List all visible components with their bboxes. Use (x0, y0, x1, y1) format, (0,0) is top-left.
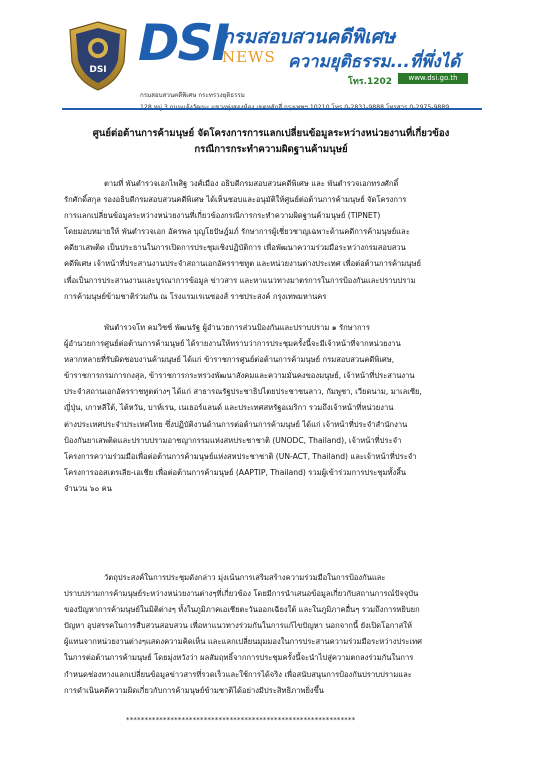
text-line: คดีพิเศษ เจ้าหน้าที่ประสานงานประจำสถานเอกอัครราชทูต และหน่วยงานต่างประเทศ เพื่อต่อต้านการค้ามนุษย์ (64, 259, 421, 269)
text-line: ข้าราชการกรมการกงสุล, ข้าราชการกระทรวงพัฒนาสังคมและความมั่นคงของมนุษย์, เจ้าหน้าที่ประสานงาน (64, 371, 415, 381)
end-marker: ************************************************************** (126, 716, 356, 724)
text-line: ต่างประเทศประจำประเทศไทย ซึ่งปฏิบัติงานด้านการต่อต้านการค้ามนุษย์ ได้แก่ เจ้าหน้าที่ประจำสำนักงาน (64, 419, 408, 429)
text-line: โครงการความร่วมมือเพื่อต่อต้านการค้ามนุษย์แห่งสหประชาชาติ (UN-ACT, Thailand) และเจ้าหน้าที่ประจำ (64, 451, 417, 461)
text-line: ของปัญหาการค้ามนุษย์ในมิติต่างๆ ทั้งในภูมิภาคเอเชียตะวันออกเฉียงใต้ และในภูมิภาคอื่นๆ รวมถึงการหยิบยก (64, 605, 420, 615)
text-line: การแลกเปลี่ยนข้อมูลระหว่างหน่วยงานที่เกี่ยวข้องกรณีการกระทำความผิดฐานค้ามนุษย์ (TIPNET) (64, 211, 381, 221)
svg-text:DSI: DSI (89, 65, 107, 75)
text-line: การค้ามนุษย์ข้ามชาติร่วมกัน ณ โรงแรมเรเนซองส์ ราชประสงค์ กรุงเทพมหานคร (64, 291, 327, 301)
text-line: ในการต่อต้านการค้ามนุษย์ โดยมุ่งหวังว่า ผลสัมฤทธิ์จากการประชุมครั้งนี้จะนำไปสู่ความตกลงร่วมกันในการ (64, 653, 414, 663)
dsi-seal-icon (66, 20, 130, 92)
text-line: โดยมอบหมายให้ พันตำรวจเอก อัครพล บุญโยปัษฎ์มภ์ รักษาการผู้เชี่ยวชาญเฉพาะด้านคดีการค้ามนุษย์และ (64, 227, 410, 237)
headline-line-2: กรณีการกระทำความผิดฐานค้ามนุษย์ (194, 144, 348, 155)
text-line: ป้องกันยาเสพติดและปราบปรามอาชญากรรมแห่งสหประชาชาติ (UNODC, Thailand), เจ้าหน้าที่ประจำ (64, 435, 402, 445)
text-line: ญี่ปุ่น, เกาหลีใต้, ไต้หวัน, บาห์เรน, เนเธอร์แลนด์ และประเทศสหรัฐอเมริกา รวมถึงเจ้าหน้าที่หน่วยงาน (64, 403, 394, 413)
paragraph-2 (64, 320, 484, 497)
paragraph-3 (64, 570, 484, 699)
address-line-1: กรมสอบสวนคดีพิเศษ กระทรวงยุติธรรม (140, 92, 245, 99)
text-line: เพื่อเป็นการประสานงานและบูรณาการข้อมูล ข่าวสาร และหาแนวทางมาตรการในการป้องกันและปราบปราม (64, 275, 416, 285)
headline-line-1: ศูนย์ต่อต้านการค้ามนุษย์ จัดโครงการการแลกเปลี่ยนข้อมูลระหว่างหน่วยงานที่เกี่ยวข้อง (92, 128, 450, 139)
text-line: หลากหลายที่รับผิดชอบงานค้ามนุษย์ ได้แก่ ข้าราชการศูนย์ต่อต้านการค้ามนุษย์ กรมสอบสวนคดีพิเศษ, (64, 355, 395, 365)
text-line: ปัญหา อุปสรรคในการสืบสวนสอบสวน เพื่อหาแนวทางร่วมกันในการแก้ไขปัญหา นอกจากนี้ ยังเปิดโอกาสให้ (64, 621, 412, 631)
text-line: โครงการออสเตรเลีย-เอเชีย เพื่อต่อต้านการค้ามนุษย์ (AAPTIP, Thailand) รวมผู้เข้าร่วมการประชุมทั้งสิ้น (64, 467, 407, 477)
text-line: ประจำสถานเอกอัครราชทูตต่างๆ ได้แก่ สาธารณรัฐประชาธิปไตยประชาชนลาว, กัมพูชา, เวียดนาม, มาเลเซีย, (64, 387, 422, 397)
text-line: ตามที่ พันตำรวจเอกไพสิฐ วงศ์เมือง อธิบดีกรมสอบสวนคดีพิเศษ และ พันตำรวจเอกทรงศักดิ์ (104, 179, 399, 188)
text-line: วัตถุประสงค์ในการประชุมดังกล่าว มุ่งเน้นการเสริมสร้างความร่วมมือในการป้องกันและ (104, 573, 386, 582)
text-line: พันตำรวจโท คมวิชช์ พัฒนรัฐ ผู้อำนวยการส่วนป้องกันและปราบปราม ๑ รักษาการ (104, 323, 370, 332)
text-line: จำนวน ๖๐ คน (64, 483, 112, 493)
org-name-thai: กรมสอบสวนคดีพิเศษ (222, 26, 396, 48)
header-divider (62, 108, 482, 110)
text-line: รักศักดิ์สกุล รองอธิบดีกรมสอบสวนคดีพิเศษ ได้เห็นชอบและอนุมัติให้ศูนย์ต่อต้านการค้ามนุษย์ จัดโครงการ (64, 195, 407, 205)
text-line: กำหนดช่องทางแลกเปลี่ยนข้อมูลข่าวสารที่รวดเร็วและใช้การได้จริง เพื่อสนับสนุนการป้องกันปราบปรามและ (64, 669, 412, 679)
dsi-logo: DSI (138, 14, 229, 72)
hotline-number: โทร.1202 (348, 77, 393, 87)
text-line: ผู้อำนวยการศูนย์ต่อต้านการค้ามนุษย์ ได้รายงานให้ทราบว่าการประชุมครั้งนี้จะมีเจ้าหน้าที่จากหน่วยงาน (64, 339, 401, 349)
paragraph-1 (64, 176, 484, 305)
news-label: NEWS (222, 48, 276, 66)
letterhead (62, 12, 482, 114)
address-line-2 (140, 102, 449, 112)
website-badge: www.dsi.go.th (398, 73, 468, 84)
text-line: การดำเนินคดีความผิดเกี่ยวกับการค้ามนุษย์ข้ามชาติได้อย่างมีประสิทธิภาพยิ่งขึ้น (64, 685, 324, 695)
text-line: ผู้แทนจากหน่วยงานต่างๆแสดงความคิดเห็น และแลกเปลี่ยนมุมมองในการประสานความร่วมมือระหว่างประเทศ (64, 637, 422, 647)
slogan: ความยุติธรรม...ที่พึ่งได้ (288, 52, 461, 72)
text-line: ปราบปรามการค้ามนุษย์ระหว่างหน่วยงานต่างๆที่เกี่ยวข้อง โดยมีการนำเสนอข้อมูลเกี่ยวกับสถานการณ์ปัจจุบัน (64, 589, 419, 599)
text-line: คดียาเสพติด เป็นประธานในการเปิดการประชุมเชิงปฏิบัติการ เพื่อพัฒนาความร่วมมือระหว่างกรมสอบสวน (64, 243, 406, 253)
